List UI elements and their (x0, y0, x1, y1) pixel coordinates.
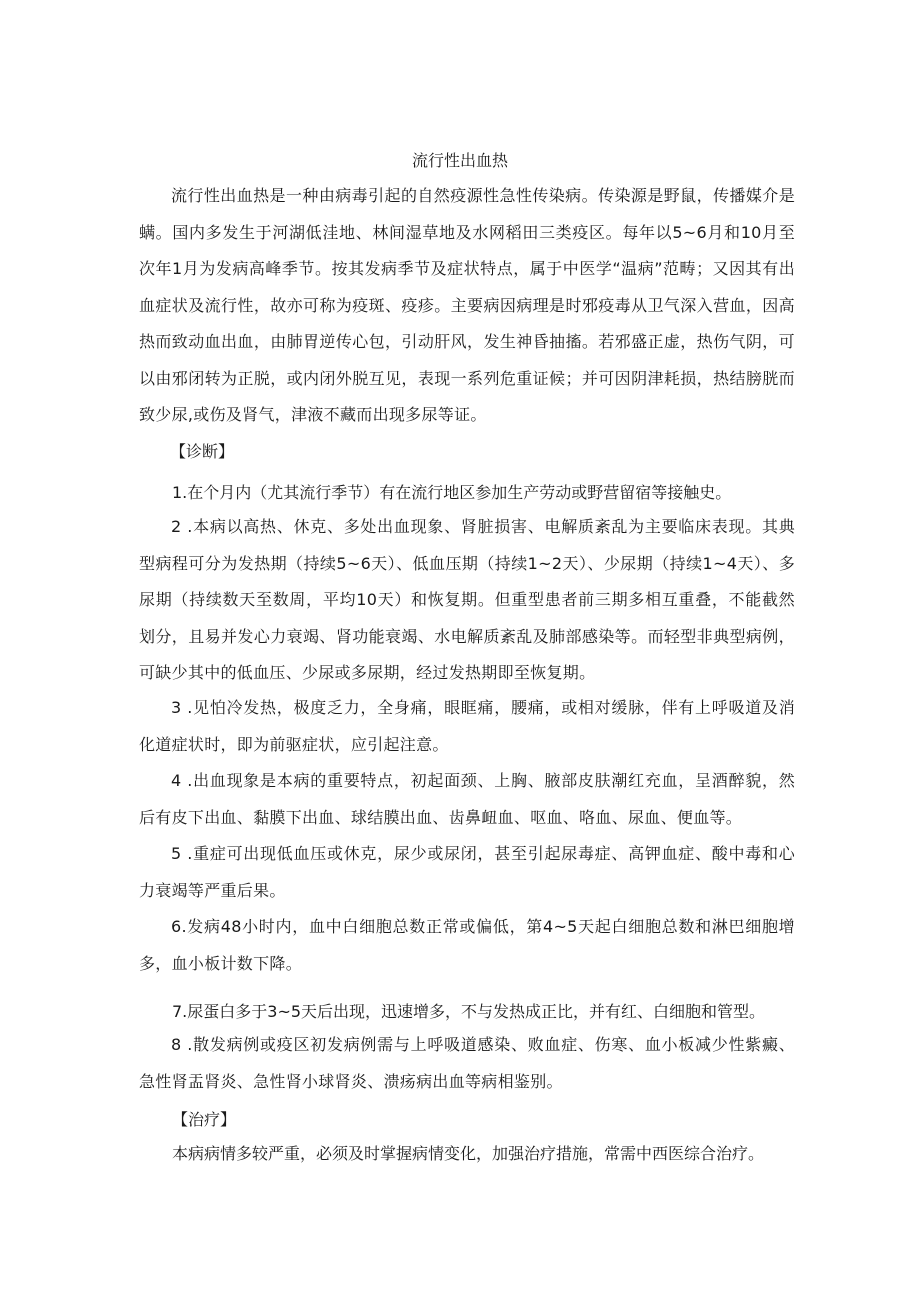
document-title: 流行性出血热 (411, 151, 508, 170)
diagnosis-item-2: 2 .本病以高热、休克、多处出血现象、肾脏损害、电解质紊乱为主要临床表现。其典型病程可分为发热期（持续5~6天）、低血压期（持续1~2天）、少尿期（持续1~4天）、多尿期（持续数天至数周，平均10天）和恢复期。但重型患者前三期多相互重叠，不能截然划分，且易并发心力衰竭、肾功能衰竭、水电解质紊乱及肺部感染等。而轻型非典型病例，可缺少其中的低血压、少尿或多尿期，经过发热期即至恢复期。 (139, 517, 795, 682)
diagnosis-item-4: 4 .出血现象是本病的重要特点，初起面颈、上胸、腋部皮肤潮红充血，呈酒醉貌，然后有皮下出血、黏膜下出血、球结膜出血、齿鼻衄血、呕血、咯血、尿血、便血等。 (139, 771, 795, 827)
diagnosis-item-5: 5 .重症可出现低血压或休克，尿少或尿闭，甚至引起尿毒症、高钾血症、酸中毒和心力衰竭等严重后果。 (139, 844, 795, 900)
diagnosis-item-1: 1.在个月内（尤其流行季节）有在流行地区参加生产劳动或野营留宿等接触史。 (172, 483, 732, 502)
diagnosis-item-3: 3 .见怕冷发热，极度乏力，全身痛，眼眶痛，腰痛，或相对缓脉，伴有上呼吸道及消化道症状时，即为前驱症状，应引起注意。 (139, 698, 795, 754)
treatment-heading: 【治疗】 (172, 1110, 237, 1129)
diagnosis-heading: 【诊断】 (170, 442, 235, 461)
diagnosis-item-8: 8 .散发病例或疫区初发病例需与上呼吸道感染、败血症、伤寒、血小板减少性紫癜、急性肾盂肾炎、急性肾小球肾炎、溃疡病出血等病相鉴别。 (139, 1035, 795, 1091)
intro-paragraph: 流行性出血热是一种由病毒引起的自然疫源性急性传染病。传染源是野鼠，传播媒介是螨。国内多发生于河湖低洼地、林间湿草地及水网稻田三类疫区。每年以5~6月和10月至次年1月为发病高峰季节。按其发病季节及症状特点，属于中医学“温病”范畴；又因其有出血症状及流行性，故亦可称为疫斑、疫疹。主要病因病理是时邪疫毒从卫气深入营血，因高热而致动血出血，由肺胃逆传心包，引动肝风，发生神昏抽搐。若邪盛正虚，热伤气阴，可以由邪闭转为正脱，或内闭外脱互见，表现一系列危重证候；并可因阴津耗损，热结膀胱而致少尿,或伤及肾气，津液不藏而出现多尿等证。 (139, 186, 795, 424)
diagnosis-item-6: 6.发病48小时内，血中白细胞总数正常或偏低，第4~5天起白细胞总数和淋巴细胞增多，血小板计数下降。 (139, 917, 795, 973)
diagnosis-item-7: 7.尿蛋白多于3~5天后出现，迅速增多，不与发热成正比，并有红、白细胞和管型。 (172, 1002, 766, 1021)
treatment-paragraph: 本病病情多较严重，必须及时掌握病情变化，加强治疗措施，常需中西医综合治疗。 (172, 1144, 765, 1163)
